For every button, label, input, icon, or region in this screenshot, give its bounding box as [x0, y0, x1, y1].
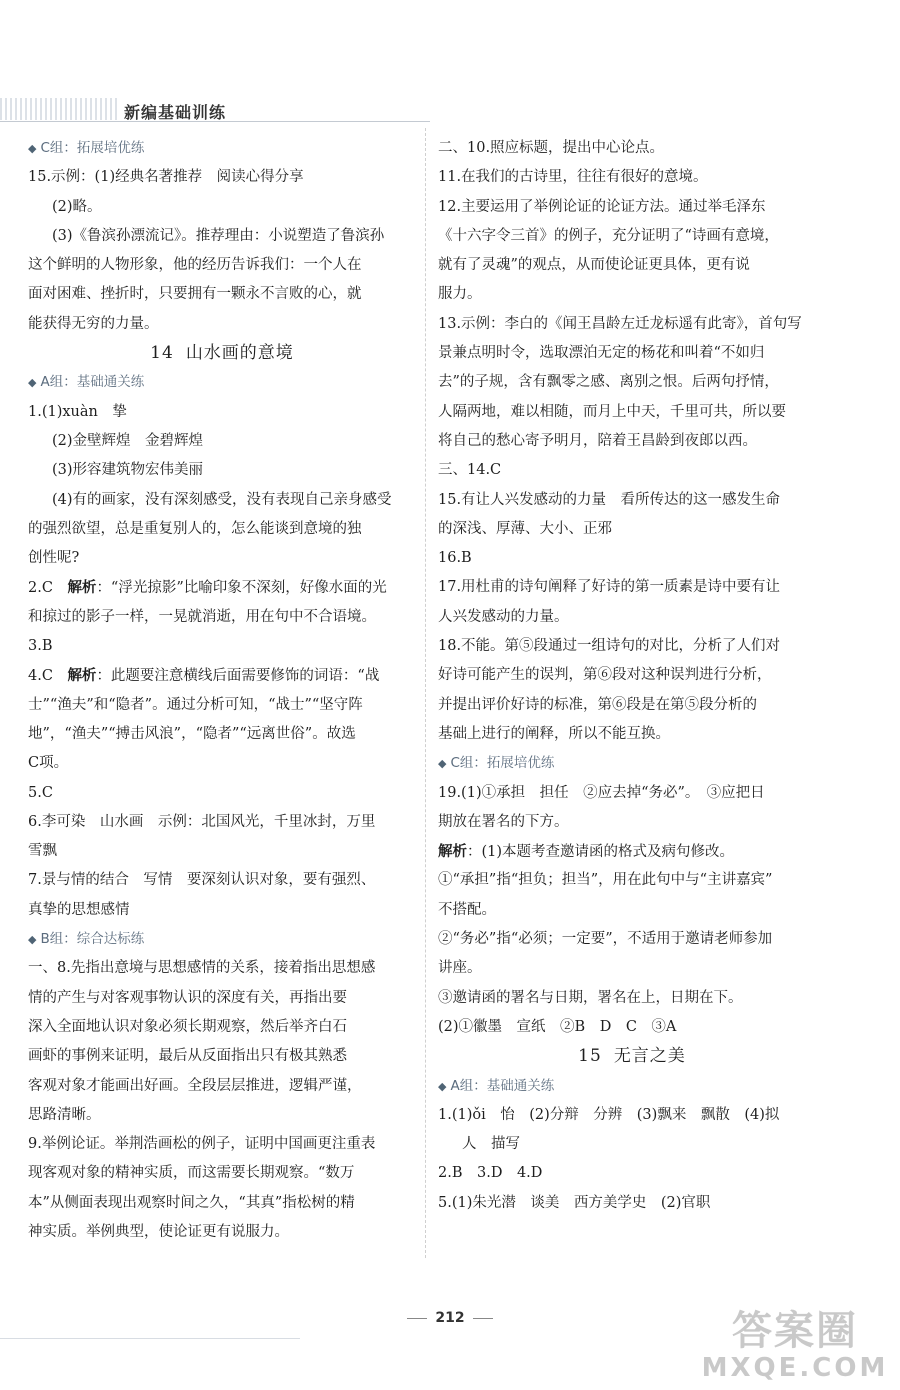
answer-line: 景兼点明时令，选取漂泊无定的杨花和叫着“不如归: [438, 345, 765, 362]
answer-line: (4)有的画家，没有深刻感受，没有表现自己亲身感受: [52, 491, 392, 508]
watermark-logo: 答案圈: [732, 1308, 858, 1354]
answer-line: 和掠过的影子一样，一晃就消逝，用在句中不合语境。: [28, 608, 376, 625]
diamond-icon: ◆: [28, 376, 37, 390]
lesson-title-15: 15 无言之美: [578, 1046, 686, 1067]
page-number: 212: [0, 1310, 900, 1326]
answer-line: 三、14.C: [438, 462, 502, 479]
answer-line: 思路清晰。: [28, 1106, 101, 1123]
header-decoration: [0, 98, 120, 120]
diamond-icon: ◆: [28, 142, 37, 155]
group-heading-a: ◆ A组：基础通关练: [28, 368, 416, 397]
answer-line: 11.在我们的古诗里，往往有很好的意境。: [438, 169, 708, 186]
book-title: 新编基础训练: [124, 103, 227, 122]
diamond-icon: ◆: [438, 1079, 447, 1093]
lesson-title-14: 14 山水画的意境: [150, 343, 294, 364]
answer-line: ①“承担”指“担负；担当”，用在此句中与“主讲嘉宾”: [438, 872, 773, 889]
answer-line: (2)金壁辉煌 金碧辉煌: [52, 432, 204, 449]
answer-line: 一、8.先指出意境与思想感情的关系，接着指出思想感: [28, 960, 376, 977]
watermark-url: MXQE.COM: [701, 1353, 889, 1383]
answer-line: 1.(1)ǒi 怡 (2)分辩 分辨 (3)飘来 飘散 (4)拟: [438, 1106, 780, 1123]
answer-line: 18.不能。第⑤段通过一组诗句的对比，分析了人们对: [438, 638, 781, 655]
answer-line: 人隔两地，难以相随，而月上中天，千里可共，所以要: [438, 403, 786, 420]
answer-line: 二、10.照应标题，提出中心论点。: [438, 140, 665, 156]
footer-rule: [0, 1338, 300, 1339]
answer-line: 去”的子规，含有飘零之感、离别之恨。后两句抒情，: [438, 374, 779, 391]
answer-line: 3.B: [28, 638, 53, 655]
answer-line: 地”，“渔夫”“搏击风浪”，“隐者”“远离世俗”。故选: [28, 725, 356, 742]
watermark: [700, 1308, 890, 1386]
diamond-icon: ◆: [438, 757, 447, 771]
answer-line: 的深浅、厚薄、大小、正邪: [438, 520, 612, 537]
header-rule: [0, 121, 430, 122]
answer-line: 9.举例论证。举荆浩画松的例子，证明中国画更注重表: [28, 1136, 376, 1153]
answer-line: 2.C 解析：“浮光掠影”比喻印象不深刻，好像水面的光: [28, 579, 387, 597]
group-heading-a: ◆ A组：基础通关练: [438, 1072, 826, 1101]
answer-line: 并提出评价好诗的标准，第⑥段是在第⑤段分析的: [438, 696, 757, 713]
answer-line: 15.有让人兴发感动的力量 看所传达的这一感发生命: [438, 491, 781, 508]
answer-line: 15.示例：(1)经典名著推荐 阅读心得分享: [28, 169, 304, 186]
answer-line: 画虾的事例来证明，最后从反面指出只有极其熟悉: [28, 1048, 347, 1065]
answer-line: 本”从侧面表现出观察时间之久，“其真”指松树的精: [28, 1194, 355, 1211]
answer-line: (2)略。: [52, 198, 102, 215]
diamond-icon: ◆: [28, 933, 37, 947]
answer-line: 创性呢?: [28, 550, 80, 567]
answer-line: 士”“渔夫”和“隐者”。通过分析可知，“战士”“坚守阵: [28, 696, 363, 713]
answer-line: 讲座。: [438, 960, 482, 977]
answer-line: 不搭配。: [438, 901, 496, 918]
answer-line: 12.主要运用了举例论证的论证方法。通过举毛泽东: [438, 198, 766, 215]
answer-line: 人兴发感动的力量。: [438, 608, 569, 625]
answer-line: 面对困难、挫折时，只要拥有一颗永不言败的心，就: [28, 286, 362, 303]
answer-line: C项。: [28, 755, 69, 772]
answer-line: 的强烈欲望，总是重复别人的，怎么能谈到意境的独: [28, 520, 362, 537]
answer-line: 服力。: [438, 286, 482, 303]
left-column: [28, 134, 416, 1247]
answer-line: 真挚的思想感情: [28, 901, 130, 918]
group-heading-c: ◆ C组：拓展培优练: [438, 749, 826, 778]
answer-line: 1.(1)xuàn 挚: [28, 403, 127, 420]
right-column: [438, 134, 826, 1218]
answer-line: 基础上进行的阐释，所以不能互换。: [438, 725, 670, 742]
answer-line: 现客观对象的精神实质，而这需要长期观察。“数万: [28, 1165, 355, 1182]
answer-line: 这个鲜明的人物形象，他的经历告诉我们：一个人在: [28, 257, 362, 274]
answer-line: 好诗可能产生的误判，第⑥段对这种误判进行分析，: [438, 667, 772, 684]
answer-line: 情的产生与对客观事物认识的深度有关，再指出要: [28, 989, 347, 1006]
answer-line: 深入全面地认识对象必须长期观察，然后举齐白石: [28, 1018, 347, 1035]
answer-line: 2.B 3.D 4.D: [438, 1165, 543, 1182]
answer-line: (3)《鲁滨孙漂流记》。推荐理由：小说塑造了鲁滨孙: [52, 227, 385, 244]
answer-line: 17.用杜甫的诗句阐释了好诗的第一质素是诗中要有让: [438, 579, 781, 596]
answer-line: 人 描写: [462, 1136, 520, 1153]
answer-line: ③邀请函的署名与日期，署名在上，日期在下。: [438, 989, 743, 1006]
answer-line: 能获得无穷的力量。: [28, 315, 159, 332]
answer-line: 期放在署名的下方。: [438, 813, 569, 830]
answer-line: 雪飘: [28, 843, 57, 860]
group-heading-c: ◆ C组：拓展培优练: [28, 134, 416, 163]
answer-line: 19.(1)①承担 担任 ②应去掉“务必”。 ③应把日: [438, 784, 765, 801]
answer-line: 解析：(1)本题考查邀请函的格式及病句修改。: [438, 843, 735, 861]
answer-line: 4.C 解析：此题要注意横线后面需要修饰的词语：“战: [28, 667, 380, 685]
answer-line: 将自己的愁心寄予明月，陪着王昌龄到夜郎以西。: [438, 432, 757, 449]
answer-line: 客观对象才能画出好画。全段层层推进，逻辑严谨，: [28, 1077, 362, 1094]
answer-line: 神实质。举例典型，使论证更有说服力。: [28, 1223, 289, 1240]
answer-line: 7.景与情的结合 写情 要深刻认识对象，要有强烈、: [28, 872, 376, 889]
answer-line: 13.示例：李白的《闻王昌龄左迁龙标遥有此寄》，首句写: [438, 315, 802, 332]
answer-line: 就有了灵魂”的观点，从而使论证更具体，更有说: [438, 257, 750, 274]
answer-line: 《十六字令三首》的例子，充分证明了“诗画有意境，: [438, 227, 779, 244]
answer-line: (3)形容建筑物宏伟美丽: [52, 462, 204, 479]
column-divider: [425, 128, 426, 1258]
answer-line: 16.B: [438, 550, 472, 567]
answer-line: (2)①徽墨 宣纸 ②B D C ③A: [438, 1018, 677, 1035]
answer-line: 5.C: [28, 784, 53, 801]
group-heading-b: ◆ B组：综合达标练: [28, 925, 416, 954]
answer-line: 6.李可染 山水画 示例：北国风光，千里冰封，万里: [28, 813, 376, 830]
answer-line: 5.(1)朱光潜 谈美 西方美学史 (2)官职: [438, 1194, 711, 1211]
answer-line: ②“务必”指“必须；一定要”，不适用于邀请老师参加: [438, 931, 773, 948]
